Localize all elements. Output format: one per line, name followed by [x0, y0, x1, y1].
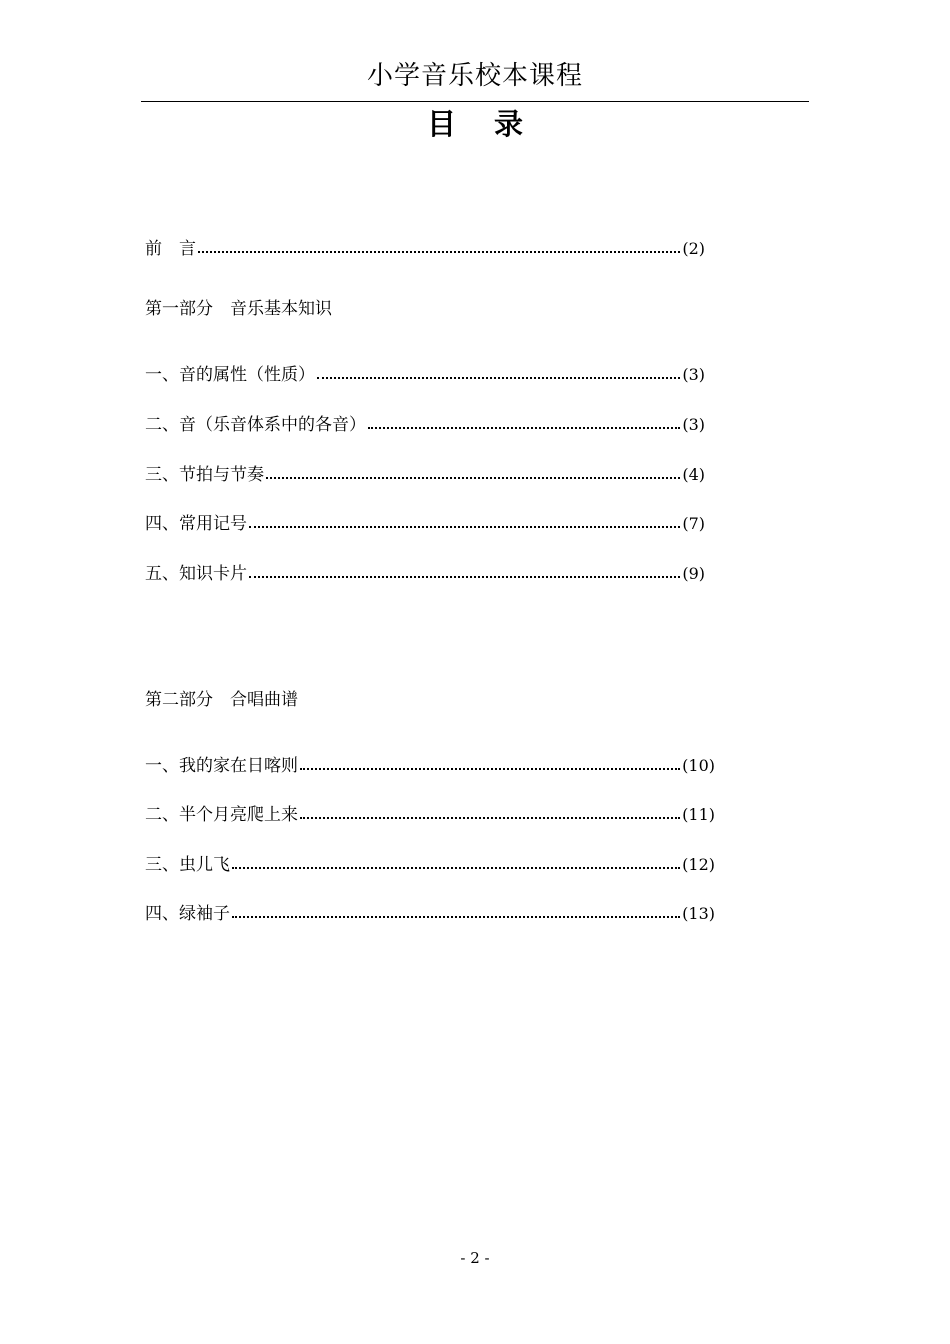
- toc-entry[interactable]: [145, 902, 715, 926]
- dot-leader: [317, 377, 680, 379]
- toc-entry-label: 一、音的属性（性质）: [145, 365, 315, 385]
- dot-leader: [232, 916, 680, 918]
- header-divider: [141, 101, 809, 102]
- toc-entry[interactable]: [145, 463, 705, 487]
- toc-entry-page: (12): [682, 855, 715, 874]
- toc-entry[interactable]: [145, 754, 715, 778]
- toc-entry-page: (7): [682, 514, 705, 533]
- dot-leader: [266, 477, 680, 479]
- toc-entry-page: (2): [682, 239, 705, 258]
- toc-entry[interactable]: [145, 853, 715, 877]
- toc-entry-page: (10): [682, 756, 715, 775]
- dot-leader: [300, 817, 680, 819]
- dot-leader: [300, 768, 680, 770]
- document-header-title: 小学音乐校本课程: [366, 61, 583, 91]
- dot-leader: [249, 526, 680, 528]
- toc-title: 目录: [426, 107, 561, 141]
- toc-entry-page: (13): [682, 904, 715, 923]
- toc-entry[interactable]: [145, 562, 705, 586]
- toc-entry-label: 五、知识卡片: [145, 564, 247, 584]
- toc-entry[interactable]: [145, 803, 715, 827]
- dot-leader: [232, 867, 680, 869]
- toc-entry-label: 四、常用记号: [145, 514, 247, 534]
- toc-entry-label: 三、虫儿飞: [145, 855, 230, 875]
- page-number: - 2 -: [460, 1249, 490, 1267]
- toc-entry-label: 二、半个月亮爬上来: [145, 805, 298, 825]
- toc-entry[interactable]: [145, 363, 705, 387]
- toc-entry-page: (4): [682, 465, 705, 484]
- toc-entry-label: 四、绿袖子: [145, 904, 230, 924]
- toc-entry-label: 前 言: [145, 239, 196, 259]
- toc-entry[interactable]: [145, 512, 705, 536]
- toc-entry[interactable]: [145, 413, 705, 437]
- toc-section-part2[interactable]: 第二部分 合唱曲谱: [145, 690, 298, 710]
- toc-entry-page: (11): [682, 805, 715, 824]
- dot-leader: [249, 576, 680, 578]
- toc-entry-label: 二、音（乐音体系中的各音）: [145, 415, 366, 435]
- toc-entry-page: (3): [682, 365, 705, 384]
- toc-entry-page: (9): [682, 564, 705, 583]
- toc-entry-preface[interactable]: [145, 237, 705, 261]
- toc-entry-label: 三、节拍与节奏: [145, 465, 264, 485]
- dot-leader: [198, 251, 680, 253]
- dot-leader: [368, 427, 680, 429]
- toc-entry-page: (3): [682, 415, 705, 434]
- toc-section-part1[interactable]: 第一部分 音乐基本知识: [145, 299, 332, 319]
- toc-entry-label: 一、我的家在日喀则: [145, 756, 298, 776]
